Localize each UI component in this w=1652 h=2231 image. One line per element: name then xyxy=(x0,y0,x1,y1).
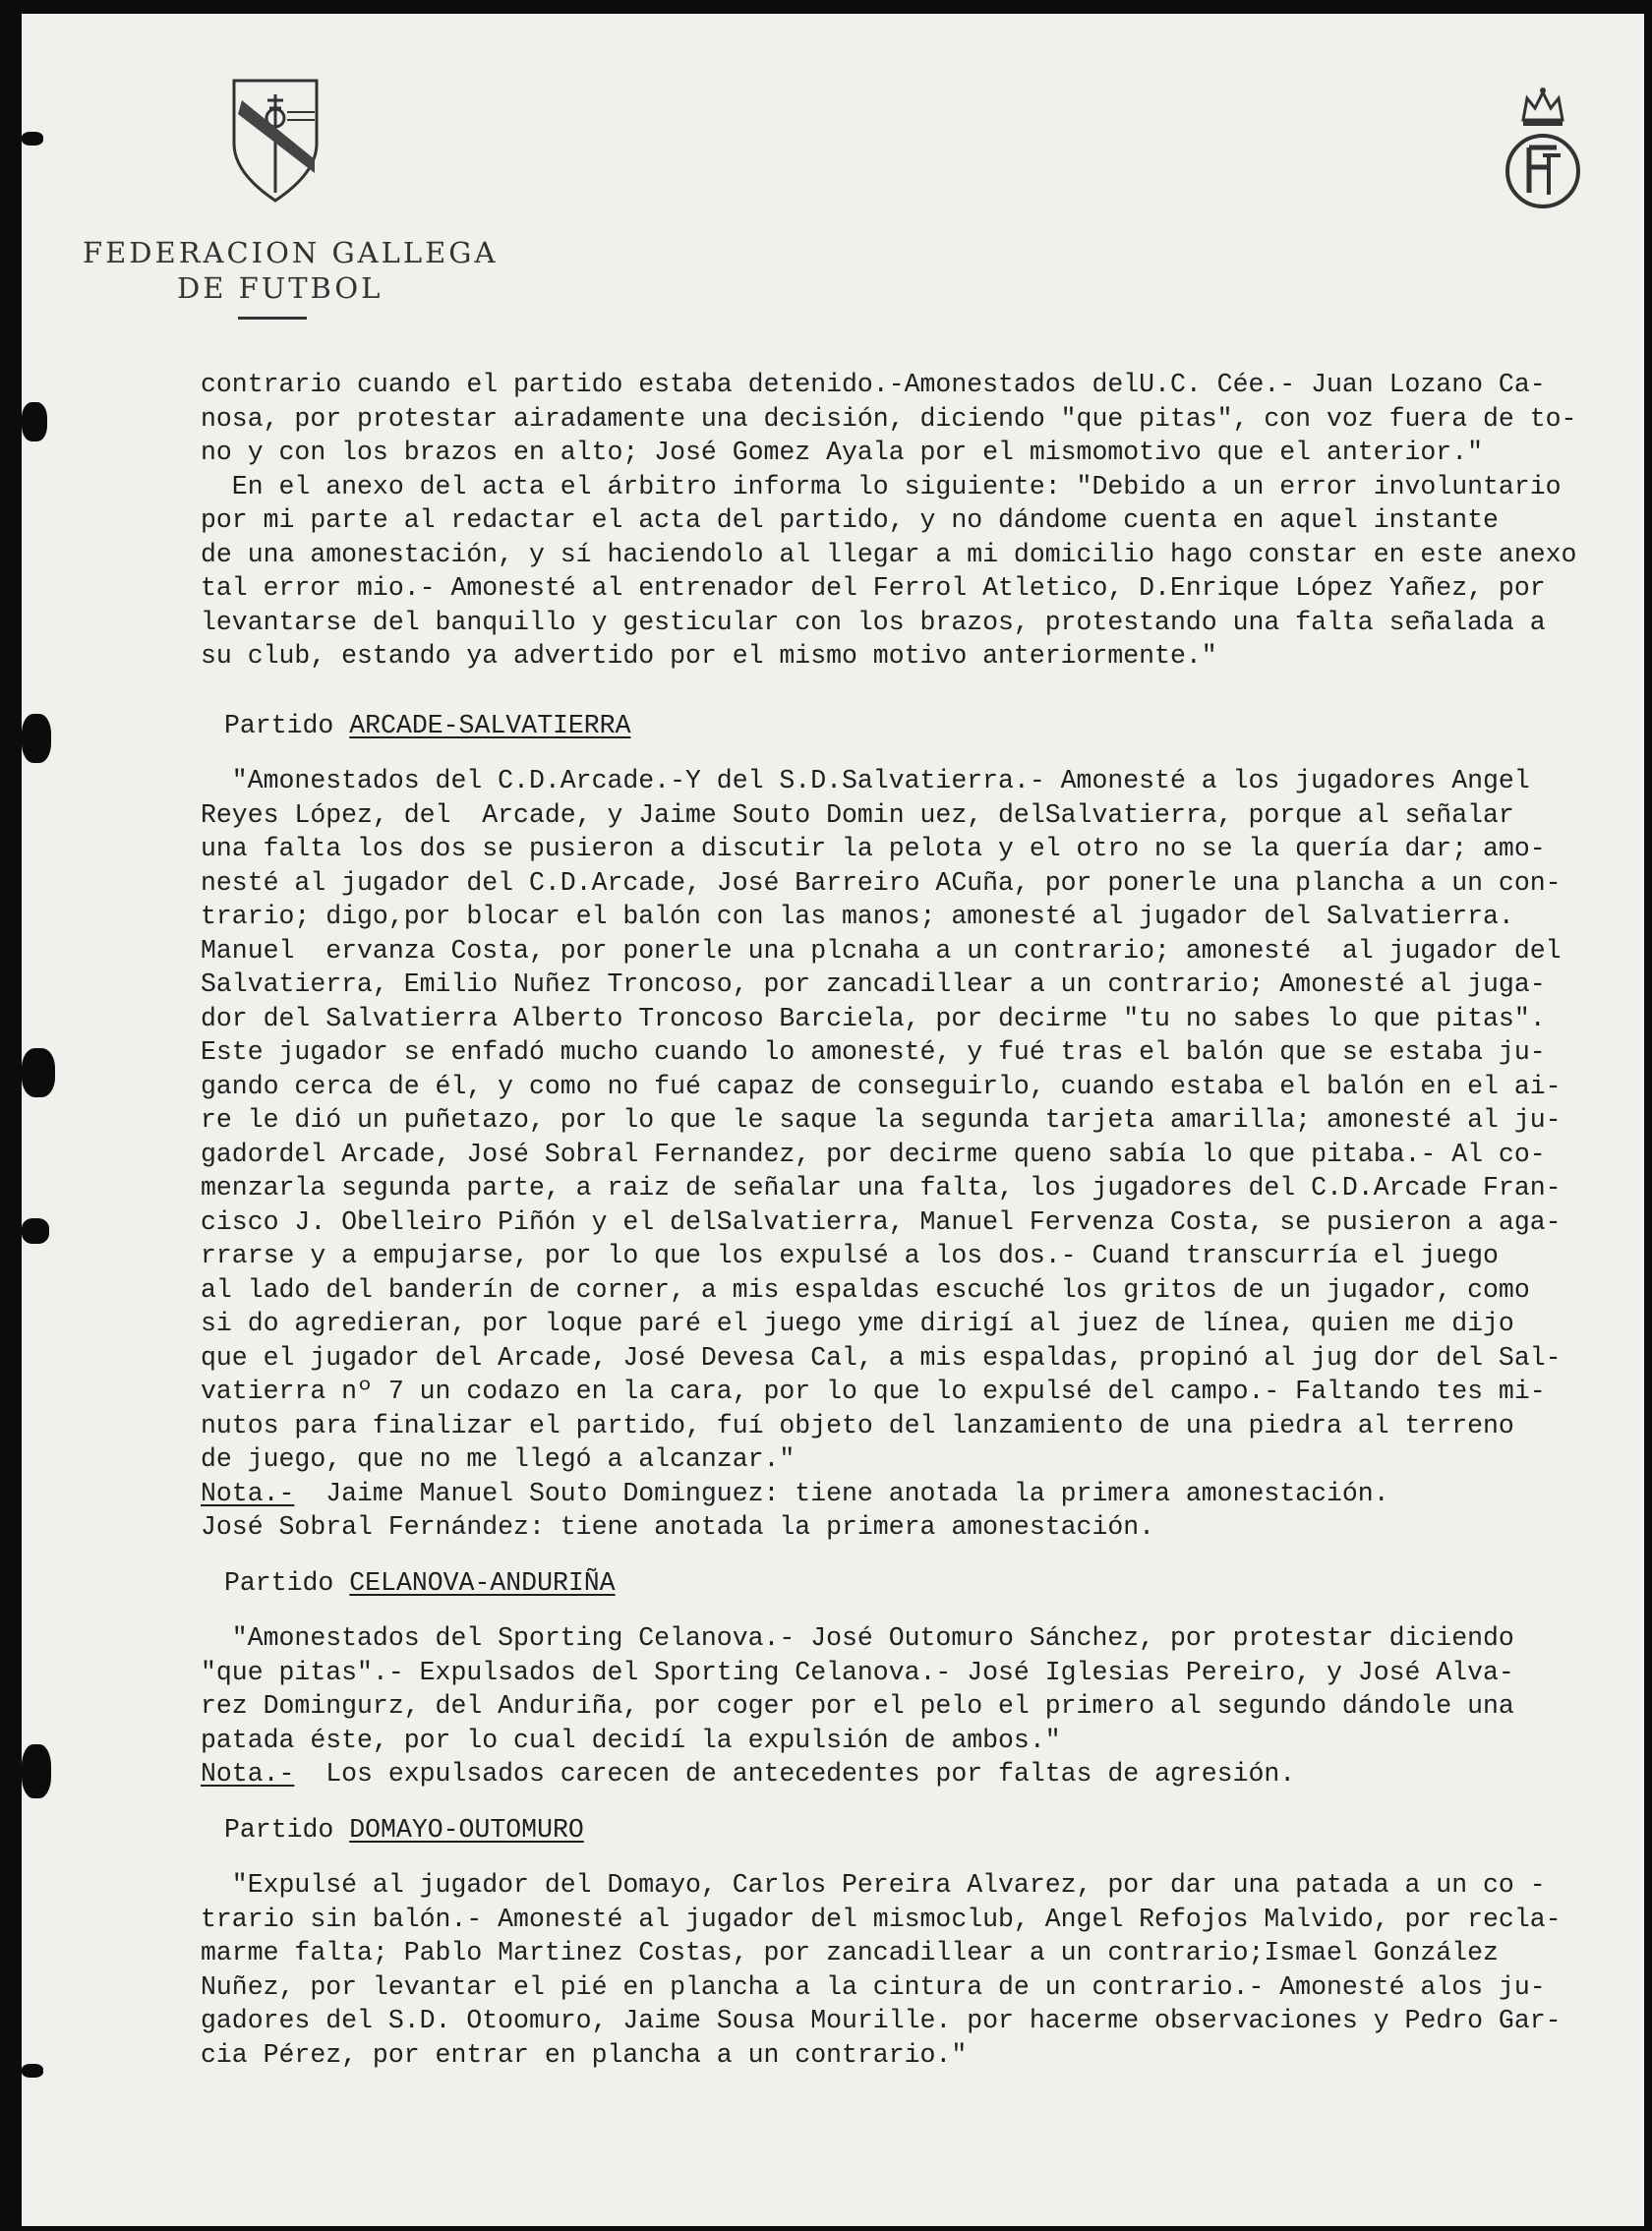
text-line: Reyes López, del Arcade, y Jaime Souto Domin uez, delSalvatierra, porque al señalar xyxy=(201,799,1514,830)
text-line: rez Domingurz, del Anduriña, por coger por el pelo el primero al segundo dándole una xyxy=(201,1691,1514,1721)
text-line: Salvatierra, Emilio Nuñez Troncoso, por zancadillear a un contrario; Amonesté al juga- xyxy=(201,969,1546,999)
text-line: trario sin balón.- Amonesté al jugador del mismoclub, Angel Refojos Malvido, por recla- xyxy=(201,1904,1562,1934)
match-heading-prefix: Partido xyxy=(224,1814,350,1845)
text-line: cia Pérez, por entrar en plancha a un contrario." xyxy=(201,2039,968,2070)
royal-spanish-federation-emblem-icon xyxy=(1500,85,1586,212)
note-line xyxy=(201,1477,1636,1511)
text-line: "Amonestados del Sporting Celanova.- José Outomuro Sánchez, por protestar diciendo xyxy=(201,1623,1514,1653)
text-line: "que pitas".- Expulsados del Sporting Celanova.- José Iglesias Pereiro, y José Alva- xyxy=(201,1657,1514,1687)
note-text: Jaime Manuel Souto Dominguez: tiene anotada la primera amonestación. xyxy=(294,1478,1389,1508)
text-line: Este jugador se enfadó mucho cuando lo amonesté, y fué tras el balón que se estaba ju- xyxy=(201,1037,1546,1067)
text-line: En el anexo del acta el árbitro informa lo siguiente: "Debido a un error involuntario xyxy=(201,471,1562,501)
match-section xyxy=(201,1545,1636,1791)
text-line: patada éste, por lo cual decidí la expulsión de ambos." xyxy=(201,1725,1061,1755)
text-line: trario; digo,por blocar el balón con las manos; amonesté al jugador del Salvatierra. xyxy=(201,902,1514,931)
match-heading xyxy=(224,709,1636,743)
note-text: Los expulsados carecen de antecedentes por faltas de agresión. xyxy=(294,1759,1296,1789)
match-reports xyxy=(201,674,1636,2073)
text-line: de una amonestación, y sí haciendolo al llegar a mi domicilio hago constar en este anexo xyxy=(201,539,1577,569)
match-name: DOMAYO-OUTOMURO xyxy=(349,1814,584,1845)
match-heading xyxy=(224,1813,1636,1848)
note-label: Nota.- xyxy=(201,1478,295,1508)
text-line: "Amonestados del C.D.Arcade.-Y del S.D.Salvatierra.- Amonesté a los jugadores Angel xyxy=(201,766,1530,795)
text-line: su club, estando ya advertido por el mismo motivo anteriormente." xyxy=(201,641,1217,671)
text-line: menzarla segunda parte, a raiz de señalar una falta, los jugadores del C.D.Arcade Fran- xyxy=(201,1173,1562,1203)
text-line: marme falta; Pablo Martinez Costas, por zancadillear a un contrario;Ismael González xyxy=(201,1938,1499,1967)
text-line: Nuñez, por levantar el pié en plancha a la cintura de un contrario.- Amonesté alos ju- xyxy=(201,1971,1546,2002)
note-line xyxy=(201,1757,1636,1791)
text-line: por mi parte al redactar el acta del partido, y no dándome cuenta en aquel instante xyxy=(201,505,1499,535)
galician-federation-crest-icon xyxy=(228,75,323,205)
header-rule xyxy=(238,317,307,320)
note-label: Nota.- xyxy=(201,1759,295,1789)
document-body xyxy=(201,368,1636,2072)
text-line: cisco J. Obelleiro Piñón y el delSalvatierra, Manuel Fervenza Costa, se pusieron a aga- xyxy=(201,1206,1562,1237)
text-line: si do agredieran, por loque paré el juego yme dirigí al juez de línea, quien me dijo xyxy=(201,1309,1514,1338)
text-line: que el jugador del Arcade, José Devesa Cal, a mis espaldas, propinó al jug dor del Sal- xyxy=(201,1342,1562,1373)
match-section xyxy=(201,1791,1636,2073)
text-line: rrarse y a empujarse, por lo que los expulsé a los dos.- Cuand transcurría el juego xyxy=(201,1241,1499,1270)
text-line: una falta los dos se pusieron a discutir la pelota y el otro no se la quería dar; amo- xyxy=(201,834,1546,863)
text-line: dor del Salvatierra Alberto Troncoso Barciela, por decirme "tu no sabes lo que pitas". xyxy=(201,1003,1546,1033)
intro-paragraph xyxy=(201,368,1636,674)
note-line: José Sobral Fernández: tiene anotada la primera amonestación. xyxy=(201,1512,1155,1542)
match-name: ARCADE-SALVATIERRA xyxy=(349,710,631,740)
text-line: gadordel Arcade, José Sobral Fernandez, por decirme queno sabía lo que pitaba.- Al co- xyxy=(201,1139,1546,1169)
text-line: nutos para finalizar el partido, fuí objeto del lanzamiento de una piedra al terreno xyxy=(201,1410,1514,1440)
match-name: CELANOVA-ANDURIÑA xyxy=(349,1567,616,1598)
text-line: no y con los brazos en alto; José Gomez Ayala por el mismomotivo que el anterior." xyxy=(201,438,1484,467)
match-heading xyxy=(224,1566,1636,1601)
match-heading-prefix: Partido xyxy=(224,710,350,740)
match-section xyxy=(201,674,1636,1545)
text-line: vatierra nº 7 un codazo en la cara, por lo que lo expulsé del campo.- Faltando tes mi- xyxy=(201,1377,1546,1406)
text-line: re le dió un puñetazo, por lo que le saque la segunda tarjeta amarilla; amonesté al ju- xyxy=(201,1105,1562,1135)
document-page xyxy=(22,14,1644,2226)
text-line: al lado del banderín de corner, a mis espaldas escuché los gritos de un jugador, como xyxy=(201,1274,1530,1305)
organization-name: FEDERACION GALLEGA xyxy=(83,236,499,269)
text-line: Manuel ervanza Costa, por ponerle una plcnaha a un contrario; amonesté al jugador del xyxy=(201,935,1562,966)
text-line: levantarse del banquillo y gesticular con los brazos, protestando una falta señalada a xyxy=(201,607,1546,637)
text-line: nosa, por protestar airadamente una decisión, diciendo "que pitas", con voz fuera de to- xyxy=(201,403,1577,434)
text-line: tal error mio.- Amonesté al entrenador del Ferrol Atletico, D.Enrique López Yañez, por xyxy=(201,573,1546,603)
text-line: de juego, que no me llegó a alcanzar." xyxy=(201,1444,796,1474)
text-line: nesté al jugador del C.D.Arcade, José Barreiro ACuña, por ponerle una plancha a un con- xyxy=(201,867,1562,898)
text-line: "Expulsé al jugador del Domayo, Carlos Pereira Alvarez, por dar una patada a un co - xyxy=(201,1870,1546,1900)
text-line: contrario cuando el partido estaba detenido.-Amonestados delU.C. Cée.- Juan Lozano Ca- xyxy=(201,370,1546,399)
text-line: gadores del S.D. Otoomuro, Jaime Sousa Mourille. por hacerme observaciones y Pedro Gar- xyxy=(201,2006,1562,2035)
match-heading-prefix: Partido xyxy=(224,1567,350,1598)
organization-name-line2: DE FUTBOL xyxy=(177,271,384,305)
text-line: gando cerca de él, y como no fué capaz de conseguirlo, cuando estaba el balón en el ai- xyxy=(201,1071,1562,1101)
